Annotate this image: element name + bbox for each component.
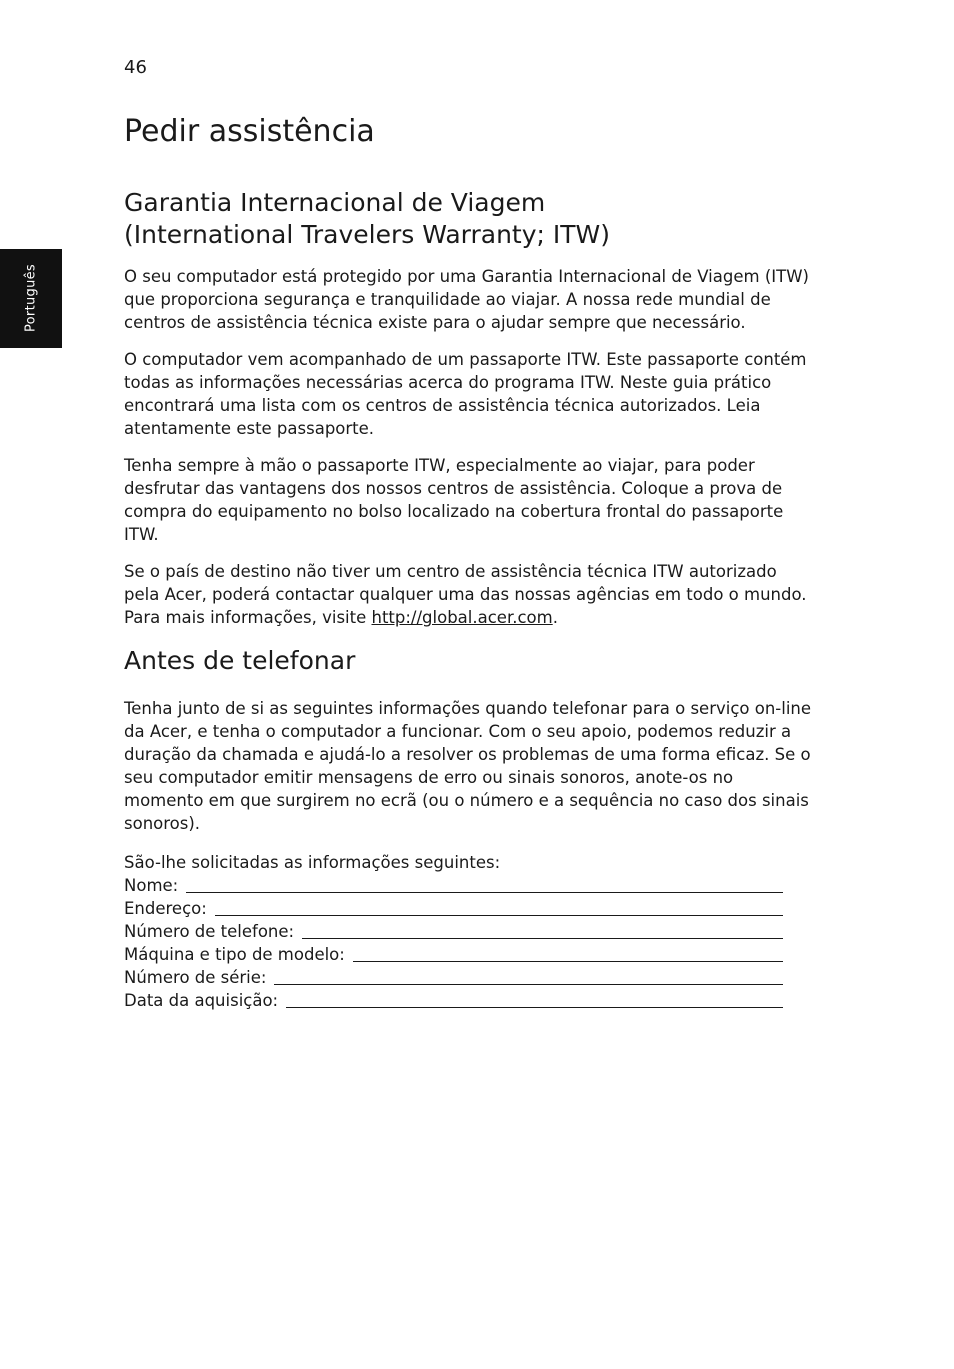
form-line-purchase-date: [286, 1007, 783, 1008]
itw-heading: [124, 187, 814, 251]
form-line-model: [353, 961, 783, 962]
itw-paragraph-1: O seu computador está protegido por uma Garantia Internacional de Viagem (ITW) que proporciona segurança e tranquilidade ao viajar. A nossa rede mundial de centros de assistência técnica existe para o ajudar sempre que necessário.: [124, 267, 809, 332]
itw-paragraph-4: [124, 560, 814, 629]
form-row-phone: [124, 920, 783, 943]
form-row-address: [124, 897, 783, 920]
form-row-purchase-date: [124, 989, 783, 1012]
itw-paragraph-2: O computador vem acompanhado de um passaporte ITW. Este passaporte contém todas as informações necessárias acerca do programa ITW. Neste guia prático encontrará uma lista com os centros de assistência técnica autorizados. Leia atentamente este passaporte.: [124, 350, 807, 438]
form-line-phone: [302, 938, 783, 939]
page-title: Pedir assistência: [124, 114, 375, 149]
form-line-serial: [274, 984, 783, 985]
form-row-model: [124, 943, 783, 966]
page-number: 46: [124, 57, 147, 78]
itw-heading-line1: Garantia Internacional de Viagem: [124, 188, 546, 217]
language-side-tab-label: Português: [23, 264, 39, 332]
antes-heading: Antes de telefonar: [124, 646, 356, 675]
itw-heading-line2: (International Travelers Warranty; ITW): [124, 220, 611, 249]
form-line-address: [215, 915, 783, 916]
form-label-address: Endereço:: [124, 899, 207, 918]
antes-paragraph: Tenha junto de si as seguintes informações quando telefonar para o serviço on-line da Acer, e tenha o computador a funcionar. Com o seu apoio, podemos reduzir a duração da chamada e ajudá-lo a resolver os problemas de uma forma eficaz. Se o seu computador emitir mensagens de erro ou sinais sonoros, anote-os no momento em que surgirem no ecrã (ou o número e a sequência no caso dos sinais sonoros).: [124, 699, 812, 833]
form-label-model: Máquina e tipo de modelo:: [124, 945, 345, 964]
itw-paragraph-4-end: .: [552, 608, 558, 627]
language-side-tab: [0, 249, 62, 348]
itw-paragraph-4-text: Se o país de destino não tiver um centro de assistência técnica ITW autorizado pela Acer, poderá contactar qualquer uma das nossas agências em todo o mundo. Para mais informações, visite: [124, 562, 807, 627]
form-row-serial: [124, 966, 783, 989]
form-label-serial: Número de série:: [124, 968, 267, 987]
form-label-phone: Número de telefone:: [124, 922, 295, 941]
form-label-purchase-date: Data da aquisição:: [124, 991, 279, 1010]
form-line-name: [186, 892, 783, 893]
acer-global-link[interactable]: http://global.acer.com: [371, 608, 553, 627]
form-label-name: Nome:: [124, 876, 179, 895]
form-row-name: [124, 874, 783, 897]
form-intro: São-lhe solicitadas as informações seguintes:: [124, 853, 501, 872]
itw-paragraph-3: Tenha sempre à mão o passaporte ITW, especialmente ao viajar, para poder desfrutar das vantagens dos nossos centros de assistência. Coloque a prova de compra do equipamento no bolso localizado na cobertura frontal do passaporte ITW.: [124, 456, 784, 544]
page-content: [124, 110, 814, 1012]
